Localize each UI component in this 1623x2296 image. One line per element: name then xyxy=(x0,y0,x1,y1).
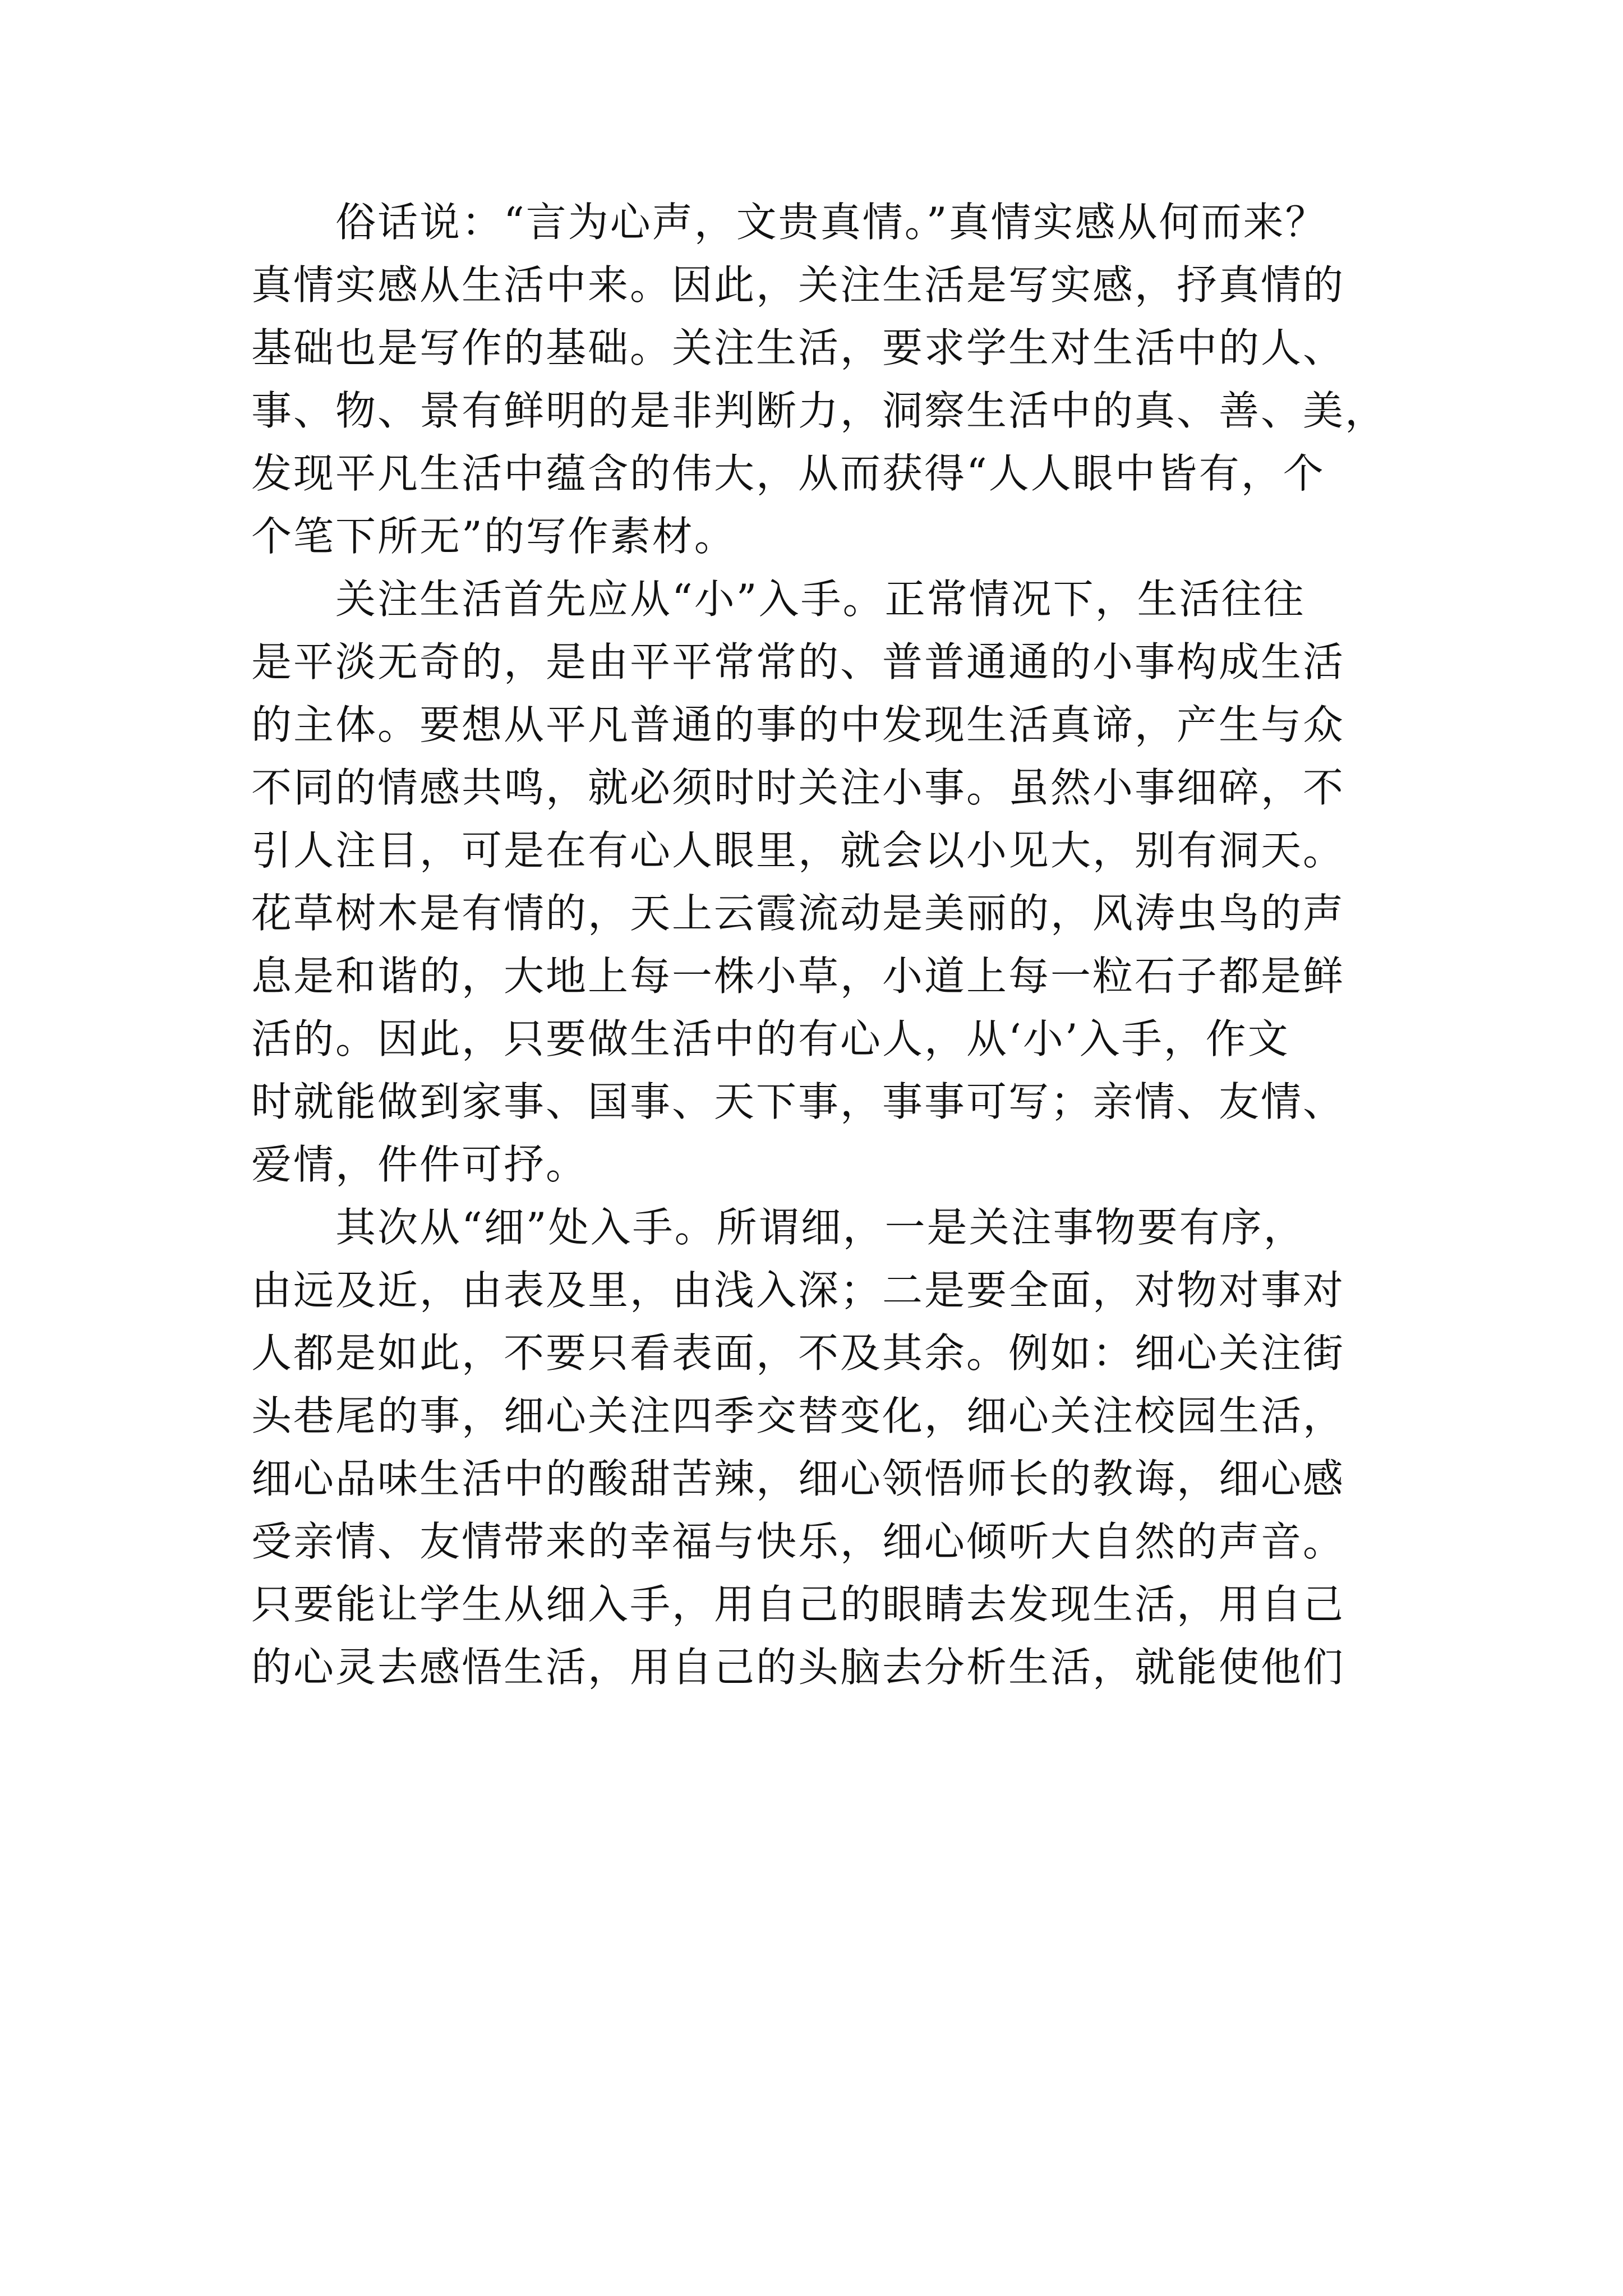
paragraph-3-line-1: 其次从“细”处入手。所谓细，一是关注事物要有序， xyxy=(335,1204,1306,1251)
paragraph-3-line-3: 人都是如此，不要只看表面，不及其余。例如：细心关注街 xyxy=(251,1329,1345,1377)
paragraph-1-line-5: 发现平凡生活中蕴含的伟大，从而获得“人人眼中皆有，个 xyxy=(251,450,1325,497)
paragraph-3-line-2: 由远及近，由表及里，由浅入深；二是要全面，对物对事对 xyxy=(251,1267,1345,1314)
paragraph-2-line-10: 爱情，件件可抒。 xyxy=(251,1141,588,1188)
paragraph-1-line-6: 个笔下所无”的写作素材。 xyxy=(251,513,736,560)
paragraph-2-line-9: 时就能做到家事、国事、天下事，事事可写；亲情、友情、 xyxy=(251,1078,1345,1125)
paragraph-1-line-4: 事、物、景有鲜明的是非判断力，洞察生活中的真、善、美， xyxy=(251,387,1387,434)
paragraph-3-line-4: 头巷尾的事，细心关注四季交替变化，细心关注校园生活， xyxy=(251,1392,1345,1439)
paragraph-3-line-8: 的心灵去感悟生活，用自己的头脑去分析生活，就能使他们 xyxy=(251,1644,1345,1691)
paragraph-2-line-7: 息是和谐的，大地上每一株小草，小道上每一粒石子都是鲜 xyxy=(251,953,1345,1000)
paragraph-1-line-1: 俗话说：“言为心声，文贵真情。”真情实感从何而来？ xyxy=(335,199,1327,246)
paragraph-2-line-6: 花草树木是有情的，天上云霞流动是美丽的，风涛虫鸟的声 xyxy=(251,890,1345,937)
paragraph-1-line-2: 真情实感从生活中来。因此，关注生活是写实感，抒真情的 xyxy=(251,261,1345,309)
paragraph-2-line-5: 引人注目，可是在有心人眼里，就会以小见大，别有洞天。 xyxy=(251,827,1345,874)
paragraph-3-line-6: 受亲情、友情带来的幸福与快乐，细心倾听大自然的声音。 xyxy=(251,1518,1345,1565)
paragraph-2-line-2: 是平淡无奇的，是由平平常常的、普普通通的小事构成生活 xyxy=(251,638,1345,685)
paragraph-1-line-3: 基础也是写作的基础。关注生活，要求学生对生活中的人、 xyxy=(251,324,1345,371)
paragraph-2-line-3: 的主体。要想从平凡普通的事的中发现生活真谛，产生与众 xyxy=(251,701,1345,748)
paragraph-2-line-1: 关注生活首先应从“小”入手。正常情况下，生活往往 xyxy=(335,576,1306,623)
paragraph-2-line-8: 活的。因此，只要做生活中的有心人，从‘小’入手，作文 xyxy=(251,1015,1290,1062)
document-body xyxy=(251,191,1407,1699)
paragraph-3-line-7: 只要能让学生从细入手，用自己的眼睛去发现生活，用自己 xyxy=(251,1581,1345,1628)
paragraph-2-line-4: 不同的情感共鸣，就必须时时关注小事。虽然小事细碎，不 xyxy=(251,764,1345,811)
paragraph-3-line-5: 细心品味生活中的酸甜苦辣，细心领悟师长的教诲，细心感 xyxy=(251,1455,1345,1502)
